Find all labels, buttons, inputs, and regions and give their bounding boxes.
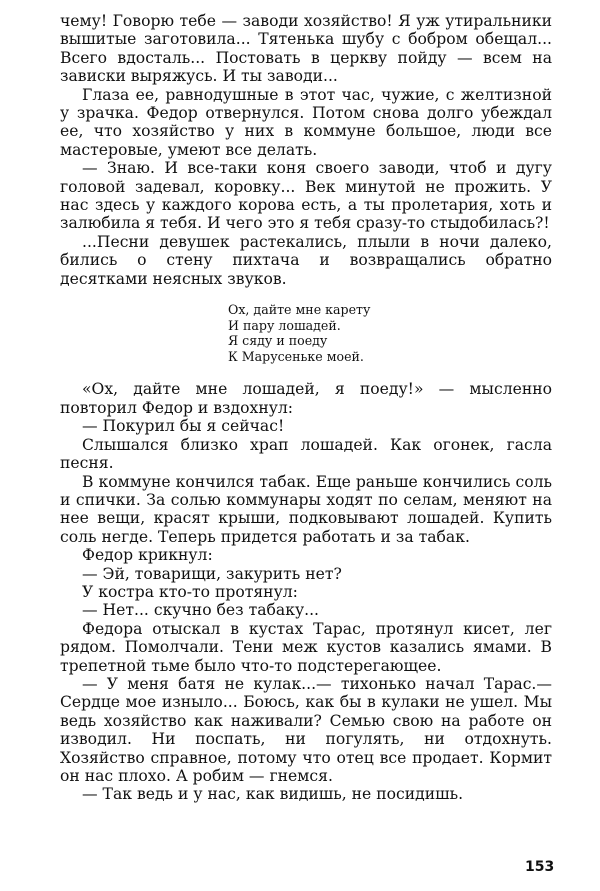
page-number: 153 bbox=[525, 859, 555, 875]
paragraph: Слышался близко храп лошадей. Как огонек, гасла песня. bbox=[60, 435, 552, 473]
body-text bbox=[60, 12, 552, 804]
paragraph: Федора отыскал в кустах Тарас, протянул кисет, лег рядом. Помолчали. Тени меж кустов казались ямами. В трепетной тьме было что-то подстерегающее. bbox=[60, 619, 552, 675]
poem-line: Я сяду и поеду bbox=[228, 333, 328, 349]
paragraph: ...Песни девушек растекались, плыли в ночи далеко, бились о стену пихтача и возвращались обратно десятками неясных звуков. bbox=[60, 232, 552, 288]
paragraph: — Покурил бы я сейчас! bbox=[82, 417, 285, 436]
paragraph: — Эй, товарищи, закурить нет? bbox=[82, 564, 342, 583]
paragraph: — У меня батя не кулак...— тихонько начал Тарас.— Сердце мое изныло... Боюсь, как бы в кулаки не ушел. Мы ведь хозяйство как наживали? Семью свою на работе он изводил. Ни поспать, ни погулять, ни отдохнуть. Хозяйство справное, потому что отец все продает. Кормит он нас плохо. А робим — гнемся. bbox=[60, 674, 552, 785]
paragraphs-bottom bbox=[60, 380, 552, 803]
paragraph: Федор крикнул: bbox=[82, 546, 213, 565]
paragraphs-top bbox=[60, 12, 552, 288]
paragraph: — Так ведь и у нас, как видишь, не посидишь. bbox=[82, 785, 464, 804]
paragraph: «Ох, дайте мне лошадей, я поеду!» — мысленно повторил Федор и вздохнул: bbox=[60, 380, 552, 417]
poem-line: К Марусеньке моей. bbox=[228, 348, 364, 364]
paragraph: чему! Говорю тебе — заводи хозяйство! Я уж утиральники вышитые заготовила... Тятенька шубу с бобром обещал... Всего вдосталь... Постовать в церкву пойду — всем на зависки выряжусь. И ты заводи... bbox=[60, 12, 552, 86]
paragraph: — Знаю. И все-таки коня своего заводи, чтоб и дугу головой задевал, коровку... Век минутой не прожить. У нас здесь у каждого корова есть, а ты пролетария, хоть и залюбила я тебя. И чего это я тебя сразу-то стыдобилась?! bbox=[60, 159, 552, 233]
paragraph: В коммуне кончился табак. Еще раньше кончились соль и спички. За солью коммунары ходят по селам, меняют на нее вещи, красят крыши, подковывают лошадей. Купить соль негде. Теперь придется работать и за табак. bbox=[60, 472, 552, 546]
paragraph: У костра кто-то протянул: bbox=[82, 582, 298, 601]
paragraph: Глаза ее, равнодушные в этот час, чужие, с желтизной у зрачка. Федор отвернулся. Потом снова долго убеждал ее, что хозяйство у них в коммуне большое, люди все мастеровые, умеют все делать. bbox=[60, 85, 552, 159]
poem-stanza bbox=[228, 302, 552, 364]
paragraph: — Нет... скучно без табаку... bbox=[82, 601, 320, 620]
poem-line: Ох, дайте мне карету bbox=[228, 302, 371, 318]
poem-line: И пару лошадей. bbox=[228, 317, 341, 333]
